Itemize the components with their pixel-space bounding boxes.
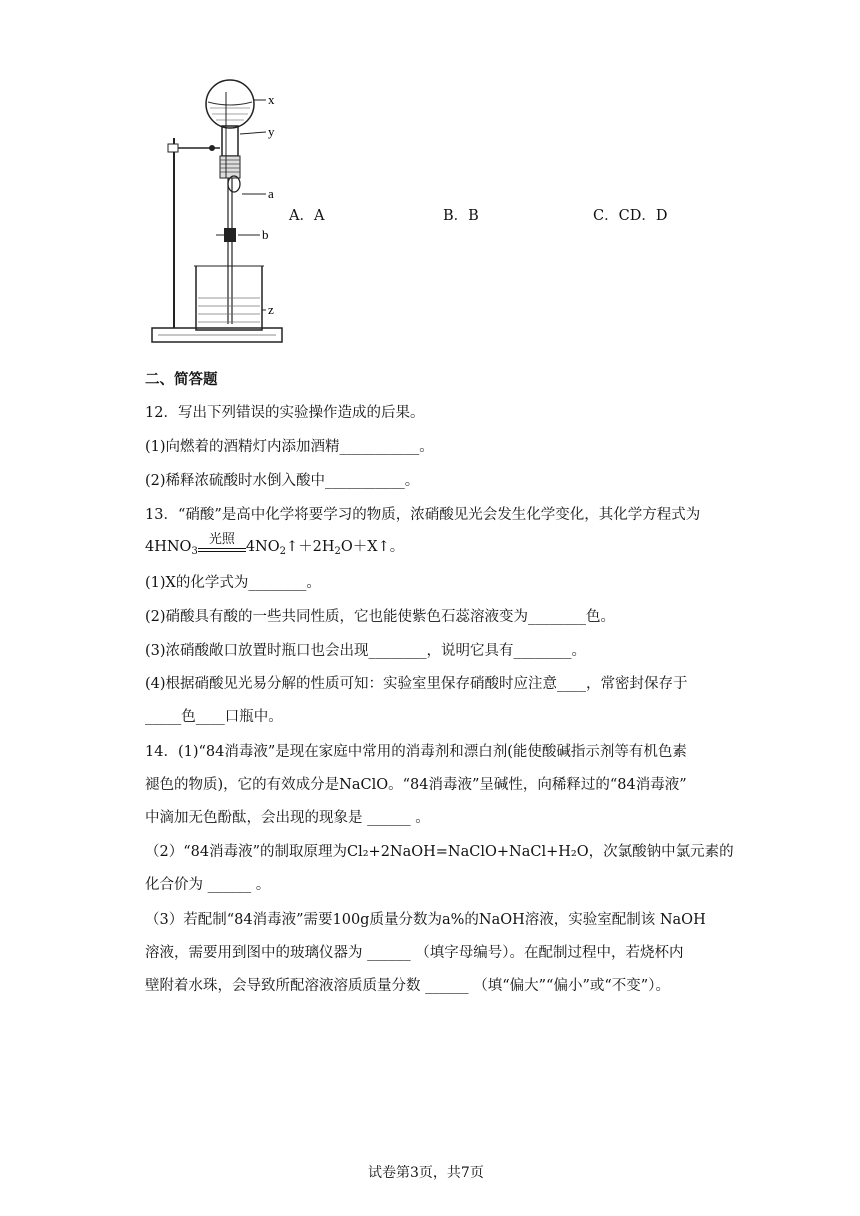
q14-line4: （2）“84消毒液”的制取原理为Cl₂+2NaOH=NaClO+NaCl+H₂O，次氯酸钠中氯元素的 [145, 844, 734, 860]
q13-stem: 13．“硝酸”是高中化学将要学习的物质，浓硝酸见光会发生化学变化，其化学方程式为 [145, 507, 701, 523]
q14-line6: （3）若配制“84消毒液”需要100g质量分数为a%的NaOH溶液，实验室配制该 NaOH [145, 912, 706, 928]
q13-part4-line1: (4)根据硝酸见光易分解的性质可知：实验室里保存硝酸时应注意____，常密封保存于 [145, 676, 688, 692]
q14-line3: 中滴加无色酚酞，会出现的现象是 ______ 。 [145, 810, 430, 826]
option-cd: C．CD．D [593, 208, 668, 224]
q13-part4-line2: _____色____口瓶中。 [145, 709, 283, 725]
q13-part3: (3)浓硝酸敞口放置时瓶口也会出现________，说明它具有________。 [145, 643, 587, 659]
label-y: y [268, 124, 275, 139]
q14-line8: 壁附着水珠，会导致所配溶液溶质质量分数 ______ （填“偏大”“偏小”或“不变”）。 [145, 978, 670, 994]
label-b: b [262, 227, 269, 242]
q13-equation: $4HNO_3$ 光照 $4NO_2↑+2H_2O+X↑$。 [145, 532, 405, 557]
option-b: B．B [443, 208, 479, 224]
option-a: A．A [289, 208, 325, 224]
apparatus-figure [150, 78, 290, 348]
q12-part1: (1)向燃着的酒精灯内添加酒精___________。 [145, 439, 434, 455]
q14-line1: 14．(1)“84消毒液”是现在家庭中常用的消毒剂和漂白剂(能使酸碱指示剂等有机色素 [145, 744, 687, 760]
q14-line7: 溶液，需要用到图中的玻璃仪器为 ______ （填字母编号）。在配制过程中，若烧杯内 [145, 945, 684, 961]
q13-part2: (2)硝酸具有酸的一些共同性质，它也能使紫色石蕊溶液变为________色。 [145, 609, 616, 625]
q14-line5: 化合价为 ______ 。 [145, 877, 271, 893]
apparatus-drawing [150, 78, 290, 348]
q13-part1: (1)X的化学式为________。 [145, 575, 321, 591]
section-title: 二、简答题 [145, 371, 218, 388]
eq-product-1: 4NO [245, 539, 280, 555]
q12-stem: 12．写出下列错误的实验操作造成的后果。 [145, 405, 425, 421]
label-z: z [268, 302, 274, 317]
q12-part2: (2)稀释浓硫酸时水倒入酸中___________。 [145, 473, 420, 489]
label-x: x [268, 92, 275, 107]
q14-line2: 褪色的物质)，它的有效成分是NaClO。“84消毒液”呈碱性，向稀释过的“84消毒液” [145, 777, 687, 793]
page-footer: 试卷第3页，共7页 [368, 1165, 484, 1181]
eq-condition: 光照 [198, 535, 246, 552]
label-a: a [268, 186, 274, 201]
eq-reactant: 4HNO [145, 539, 192, 555]
